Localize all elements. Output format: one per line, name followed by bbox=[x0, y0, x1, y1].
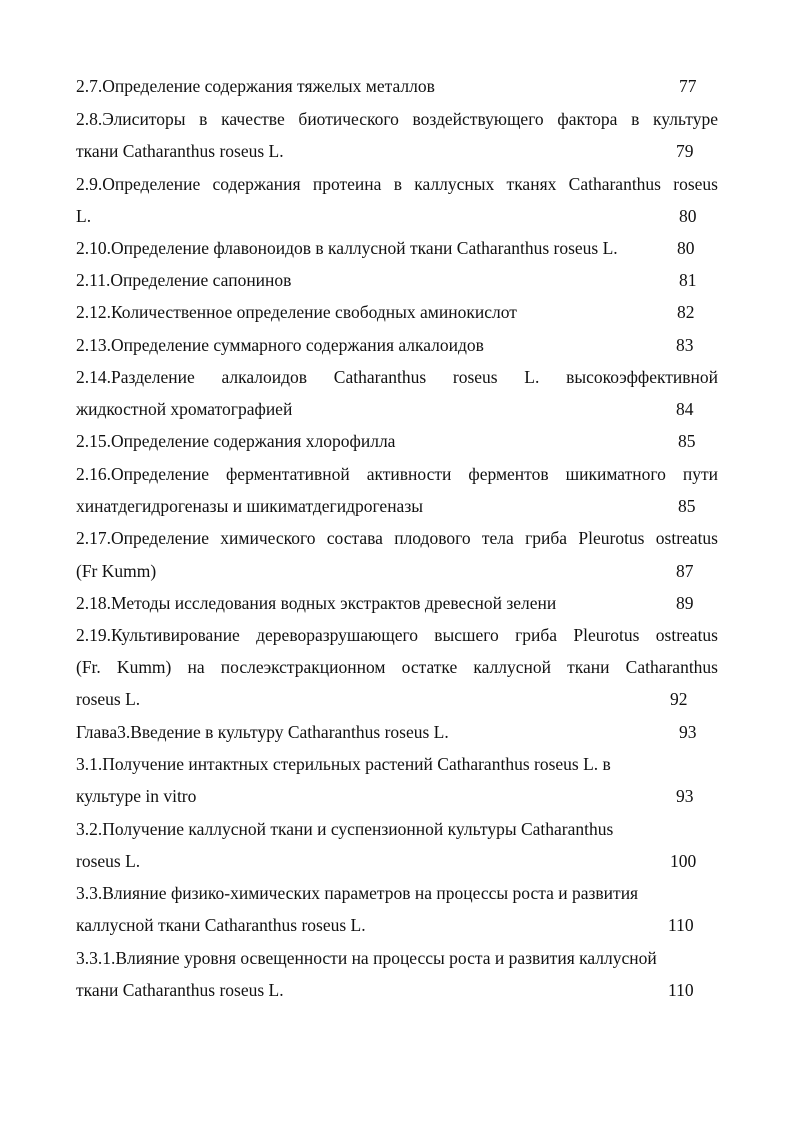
toc-page-number: 110 bbox=[668, 980, 694, 1000]
toc-entry-2-13 bbox=[76, 329, 718, 361]
toc-entry-2-16 bbox=[76, 458, 718, 490]
toc-entry-2-14 bbox=[76, 361, 718, 393]
toc-entry-title: roseus L. bbox=[76, 689, 141, 709]
toc-entry-2-17 bbox=[76, 522, 718, 554]
toc-page-number: 77 bbox=[679, 76, 697, 96]
toc-entry-title: 2.11.Определение сапонинов bbox=[76, 270, 292, 290]
toc-entry-title: 2.17.Определение химического состава плодового тела гриба Pleurotus ostreatus bbox=[76, 528, 718, 548]
toc-page-number: 92 bbox=[670, 689, 688, 709]
toc-entry-3-2-cont bbox=[76, 845, 718, 877]
toc-entry-3-1-cont bbox=[76, 780, 718, 812]
toc-entry-2-12 bbox=[76, 296, 718, 328]
toc-entry-2-18 bbox=[76, 587, 718, 619]
toc-entry-2-19-cont2 bbox=[76, 683, 718, 715]
toc-entry-title: (Fr Kumm) bbox=[76, 561, 157, 581]
toc-page-number: 85 bbox=[678, 431, 696, 451]
toc-entry-2-7 bbox=[76, 70, 718, 102]
toc-page-number: 82 bbox=[677, 302, 695, 322]
toc-page-number: 84 bbox=[676, 399, 694, 419]
toc-entry-title: 2.7.Определение содержания тяжелых металлов bbox=[76, 76, 435, 96]
toc-entry-3-1 bbox=[76, 748, 718, 780]
toc-page-number: 93 bbox=[679, 722, 697, 742]
toc-entry-title: 2.9.Определение содержания протеина в каллусных тканях Catharanthus roseus bbox=[76, 174, 718, 194]
toc-page-number: 100 bbox=[670, 851, 697, 871]
toc-entry-title: хинатдегидрогеназы и шикиматдегидрогеназы bbox=[76, 496, 423, 516]
toc-entry-3-3 bbox=[76, 877, 718, 909]
toc-entry-3-3-cont bbox=[76, 909, 718, 941]
toc-entry-2-19-cont bbox=[76, 651, 718, 683]
toc-page-number: 80 bbox=[679, 206, 697, 226]
toc-entry-2-11 bbox=[76, 264, 718, 296]
toc-entry-title: 2.16.Определение ферментативной активности ферментов шикиматного пути bbox=[76, 464, 718, 484]
toc-page-number: 79 bbox=[676, 141, 694, 161]
toc-page-number: 81 bbox=[679, 270, 697, 290]
toc-entry-title: 2.19.Культивирование дереворазрушающего высшего гриба Pleurotus ostreatus bbox=[76, 625, 718, 645]
toc-entry-title: 2.8.Элиситоры в качестве биотического воздействующего фактора в культуре bbox=[76, 109, 718, 129]
toc-entry-2-19 bbox=[76, 619, 718, 651]
toc-entry-3-2 bbox=[76, 813, 718, 845]
toc-page-number: 83 bbox=[676, 335, 694, 355]
toc-page-number: 87 bbox=[676, 561, 694, 581]
toc-entry-title: (Fr. Kumm) на послеэкстракционном остатке каллусной ткани Catharanthus bbox=[76, 657, 718, 677]
toc-entry-title: жидкостной хроматографией bbox=[76, 399, 293, 419]
toc-entry-2-17-cont bbox=[76, 555, 718, 587]
toc-entry-2-15 bbox=[76, 425, 718, 457]
toc-entry-2-9-cont bbox=[76, 200, 718, 232]
toc-entry-3-3-1-cont bbox=[76, 974, 718, 1006]
toc-entry-title: roseus L. bbox=[76, 851, 141, 871]
toc-entry-title: 2.18.Методы исследования водных экстрактов древесной зелени bbox=[76, 593, 557, 613]
toc-entry-2-9 bbox=[76, 168, 718, 200]
toc-entry-title: 3.3.Влияние физико-химических параметров на процессы роста и развития bbox=[76, 883, 639, 903]
toc-entry-2-8-cont bbox=[76, 135, 718, 167]
toc-entry-3-3-1 bbox=[76, 942, 718, 974]
toc-page-number: 93 bbox=[676, 786, 694, 806]
toc-entry-title: 2.13.Определение суммарного содержания алкалоидов bbox=[76, 335, 484, 355]
toc-entry-title: 3.3.1.Влияние уровня освещенности на процессы роста и развития каллусной bbox=[76, 948, 657, 968]
toc-page-number: 89 bbox=[676, 593, 694, 613]
toc-entry-title: 3.1.Получение интактных стерильных растений Catharanthus roseus L. в bbox=[76, 754, 611, 774]
toc-entry-chapter-3 bbox=[76, 716, 718, 748]
toc-page-number: 80 bbox=[677, 238, 695, 258]
toc-entry-title: L. bbox=[76, 206, 92, 226]
toc-entry-title: культуре in vitro bbox=[76, 786, 197, 806]
toc-entry-title: ткани Catharanthus roseus L. bbox=[76, 141, 284, 161]
toc-entry-2-10 bbox=[76, 232, 718, 264]
toc-entry-title: 2.10.Определение флавоноидов в каллусной ткани Catharanthus roseus L. bbox=[76, 238, 618, 258]
toc-entry-title: 2.15.Определение содержания хлорофилла bbox=[76, 431, 396, 451]
toc-entry-2-8 bbox=[76, 103, 718, 135]
toc-page-number: 110 bbox=[668, 915, 694, 935]
toc-entry-title: Глава3.Введение в культуру Catharanthus roseus L. bbox=[76, 722, 449, 742]
toc-entry-2-14-cont bbox=[76, 393, 718, 425]
toc-entry-title: ткани Catharanthus roseus L. bbox=[76, 980, 284, 1000]
toc-entry-title: 2.12.Количественное определение свободных аминокислот bbox=[76, 302, 517, 322]
toc-entry-2-16-cont bbox=[76, 490, 718, 522]
toc-entry-title: каллусной ткани Catharanthus roseus L. bbox=[76, 915, 366, 935]
toc-entry-title: 3.2.Получение каллусной ткани и суспензионной культуры Catharanthus bbox=[76, 819, 614, 839]
toc-entry-title: 2.14.Разделение алкалоидов Catharanthus roseus L. высокоэффективной bbox=[76, 367, 718, 387]
toc-page-number: 85 bbox=[678, 496, 696, 516]
